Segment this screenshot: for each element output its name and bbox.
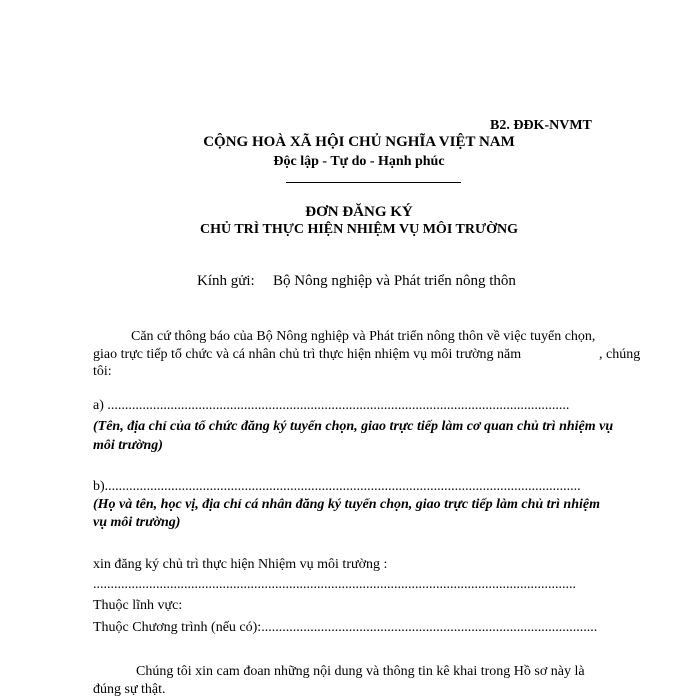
intro-line-3: tôi: xyxy=(93,364,112,379)
section-a-fill: .................................................................................................................................... xyxy=(107,398,570,413)
field-label: Thuộc lĩnh vực: xyxy=(93,598,183,613)
intro-line-1: Căn cứ thông báo của Bộ Nông nghiệp và Phát triển nông thôn về việc tuyển chọn, xyxy=(131,329,596,344)
national-title: CỘNG HOÀ XÃ HỘI CHỦ NGHĨA VIỆT NAM xyxy=(203,134,515,150)
program-line xyxy=(93,620,628,636)
section-b-prefix: b) xyxy=(93,479,105,494)
recipient-label: Kính gửi: xyxy=(197,273,255,289)
program-end: . xyxy=(593,620,598,635)
program-fill: ............................................................................................... xyxy=(261,620,594,635)
form-code: B2. ĐĐK-NVMT xyxy=(490,118,592,133)
section-a-note-1: (Tên, địa chỉ của tổ chức đăng ký tuyển chọn, giao trực tiếp làm cơ quan chủ trì nhiệm vụ xyxy=(93,419,614,434)
program-label: Thuộc Chương trình (nếu có): xyxy=(93,620,262,635)
national-motto: Độc lập - Tự do - Hạnh phúc xyxy=(273,154,445,169)
section-a-note-2: môi trường) xyxy=(93,438,163,453)
registration-label: xin đăng ký chủ trì thực hiện Nhiệm vụ môi trường : xyxy=(93,557,388,572)
commitment-line-2: đúng sự thật. xyxy=(93,682,166,697)
section-b-note-1: (Họ và tên, học vị, địa chỉ cá nhân đăng ký tuyển chọn, giao trực tiếp làm chủ trì nhiệm xyxy=(93,497,600,512)
registration-fill: .......................................................................................................................................... xyxy=(93,577,576,592)
recipient-name: Bộ Nông nghiệp và Phát triển nông thôn xyxy=(273,273,516,289)
intro-line-2: giao trực tiếp tổ chức và cá nhân chủ trì thực hiện nhiệm vụ môi trường năm xyxy=(93,347,522,362)
document-title: ĐƠN ĐĂNG KÝ xyxy=(305,204,413,220)
motto-underline xyxy=(286,182,461,183)
section-b-note-2: vụ môi trường) xyxy=(93,515,181,530)
section-b-line xyxy=(93,479,628,495)
commitment-line-1: Chúng tôi xin cam đoan những nội dung và thông tin kê khai trong Hồ sơ này là xyxy=(136,664,585,679)
section-a-line xyxy=(93,398,628,414)
section-a-prefix: a) xyxy=(93,398,108,413)
section-b-fill: ........................................................................................................................................ xyxy=(104,479,581,494)
document-subtitle: CHỦ TRÌ THỰC HIỆN NHIỆM VỤ MÔI TRƯỜNG xyxy=(199,222,518,237)
intro-line-2-end: , chúng xyxy=(599,347,641,362)
